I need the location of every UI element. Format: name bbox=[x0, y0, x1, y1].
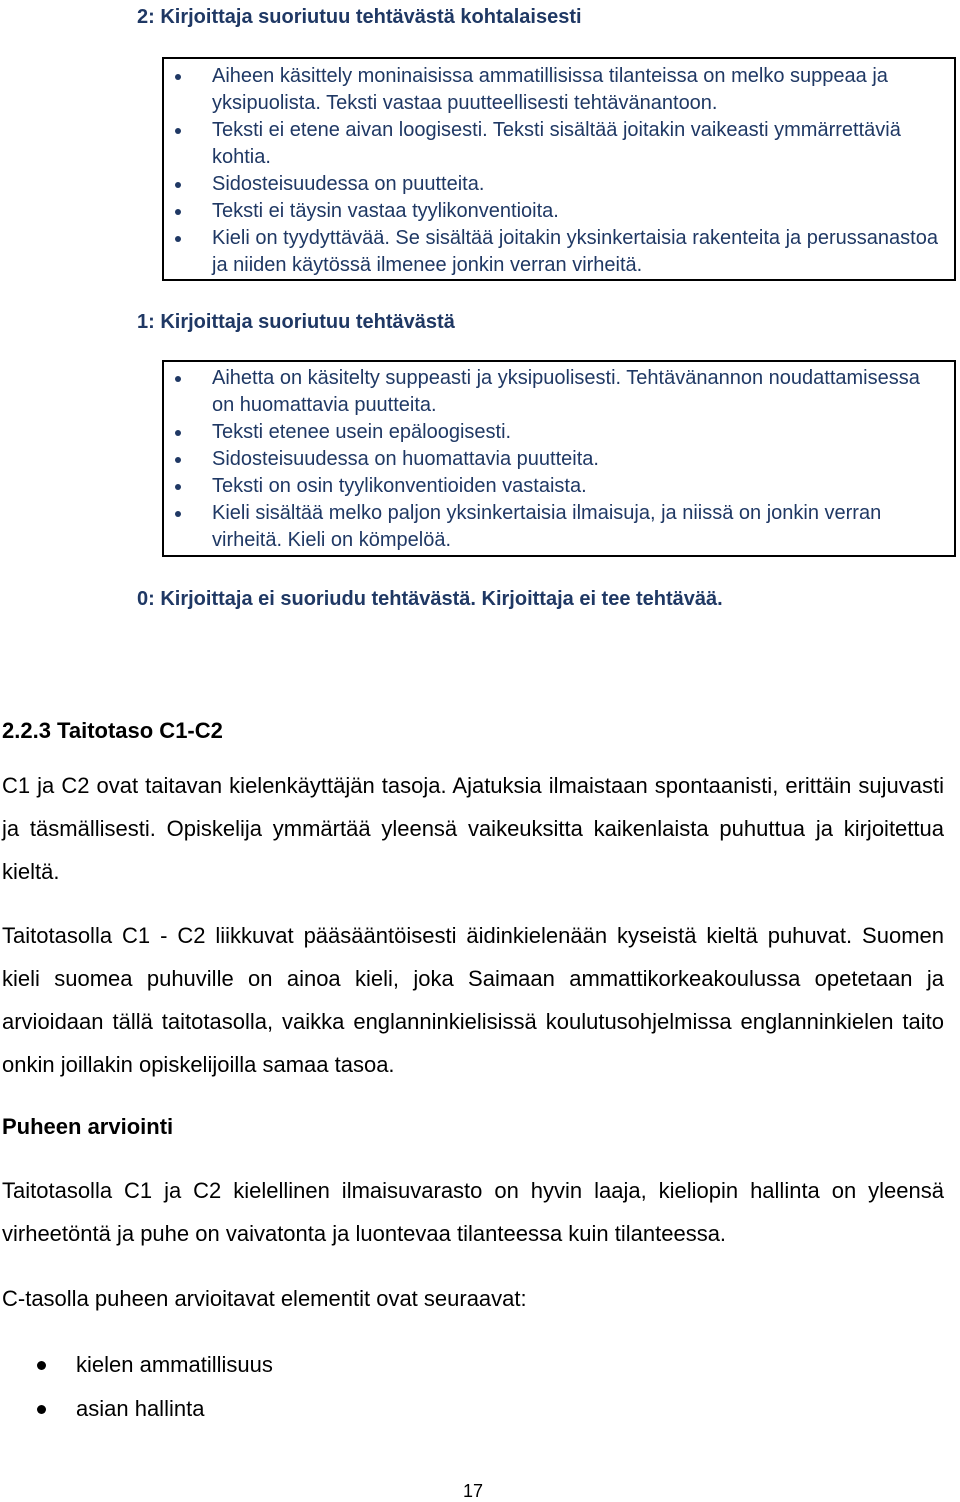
page-number: 17 bbox=[462, 1481, 484, 1501]
bullet-icon bbox=[175, 209, 181, 215]
bullet-icon bbox=[175, 511, 181, 517]
criteria-item: Kieli on tyydyttävää. Se sisältää joitakin yksinkertaisia rakenteita ja perussanastoa ja niiden käytössä ilmenee jonkin verran virheitä. bbox=[164, 225, 946, 279]
bullet-icon bbox=[175, 376, 181, 382]
list-item: asian hallinta bbox=[0, 1387, 273, 1431]
bullet-icon bbox=[175, 182, 181, 188]
bullet-icon bbox=[175, 74, 181, 80]
bullet-icon bbox=[37, 1405, 46, 1414]
section-title: 2.2.3 Taitotaso C1-C2 bbox=[2, 718, 223, 743]
criteria-item: Teksti ei täysin vastaa tyylikonventioita. bbox=[164, 198, 946, 225]
speech-assessment-heading: Puheen arviointi bbox=[2, 1114, 174, 1139]
speech-elements-list bbox=[0, 1343, 273, 1431]
level-0-heading: 0: Kirjoittaja ei suoriudu tehtävästä. Kirjoittaja ei tee tehtävää. bbox=[137, 588, 723, 610]
criteria-item: Aihetta on käsitelty suppeasti ja yksipuolisesti. Tehtävänannon noudattamisessa on huomattavia puutteita. bbox=[164, 365, 946, 419]
bullet-icon bbox=[37, 1361, 46, 1370]
criteria-item: Aiheen käsittely moninaisissa ammatillisissa tilanteissa on melko suppeaa ja yksipuolista. Teksti vastaa puutteellisesti tehtävänantoon. bbox=[164, 63, 946, 117]
level-1-criteria-box bbox=[162, 360, 956, 557]
criteria-item: Sidosteisuudessa on puutteita. bbox=[164, 171, 946, 198]
bullet-icon bbox=[175, 236, 181, 242]
bullet-icon bbox=[175, 128, 181, 134]
criteria-item: Kieli sisältää melko paljon yksinkertaisia ilmaisuja, ja niissä on jonkin verran virheitä. Kieli on kömpelöä. bbox=[164, 500, 946, 554]
level-2-criteria-box bbox=[162, 57, 956, 281]
criteria-item: Teksti etenee usein epäloogisesti. bbox=[164, 419, 946, 446]
bullet-icon bbox=[175, 484, 181, 490]
bullet-icon bbox=[175, 457, 181, 463]
section-paragraph: C1 ja C2 ovat taitavan kielenkäyttäjän tasoja. Ajatuksia ilmaistaan spontaanisti, erittäin sujuvasti ja täsmällisesti. Opiskelija ymmärtää yleensä vaikeuksitta kaikenlaista puhuttua ja kirjoitettua kieltä. bbox=[2, 773, 944, 884]
level-1-criteria-list bbox=[164, 365, 946, 554]
list-item: kielen ammatillisuus bbox=[0, 1343, 273, 1387]
level-2-heading: 2: Kirjoittaja suoriutuu tehtävästä kohtalaisesti bbox=[137, 6, 582, 28]
criteria-item: Teksti ei etene aivan loogisesti. Teksti sisältää joitakin vaikeasti ymmärrettäviä kohtia. bbox=[164, 117, 946, 171]
criteria-item: Teksti on osin tyylikonventioiden vastaista. bbox=[164, 473, 946, 500]
level-2-criteria-list bbox=[164, 63, 946, 279]
section-paragraph: Taitotasolla C1 - C2 liikkuvat pääsääntöisesti äidinkielenään kyseistä kieltä puhuvat. Suomen kieli suomea puhuville on ainoa kieli, joka Saimaan ammattikorkeakoulussa opetetaan ja arvioidaan tällä taitotasolla, vaikka englanninkielisissä koulutusohjelmissa englanninkielen taito onkin joillakin opiskelijoilla samaa tasoa. bbox=[2, 923, 944, 1077]
criteria-item: Sidosteisuudessa on huomattavia puutteita. bbox=[164, 446, 946, 473]
speech-elements-intro: C-tasolla puheen arvioitavat elementit ovat seuraavat: bbox=[2, 1286, 527, 1311]
bullet-icon bbox=[175, 430, 181, 436]
level-1-heading: 1: Kirjoittaja suoriutuu tehtävästä bbox=[137, 311, 455, 333]
speech-paragraph: Taitotasolla C1 ja C2 kielellinen ilmaisuvarasto on hyvin laaja, kieliopin hallinta on yleensä virheetöntä ja puhe on vaivatonta ja luontevaa tilanteessa kuin tilanteessa. bbox=[2, 1178, 944, 1246]
